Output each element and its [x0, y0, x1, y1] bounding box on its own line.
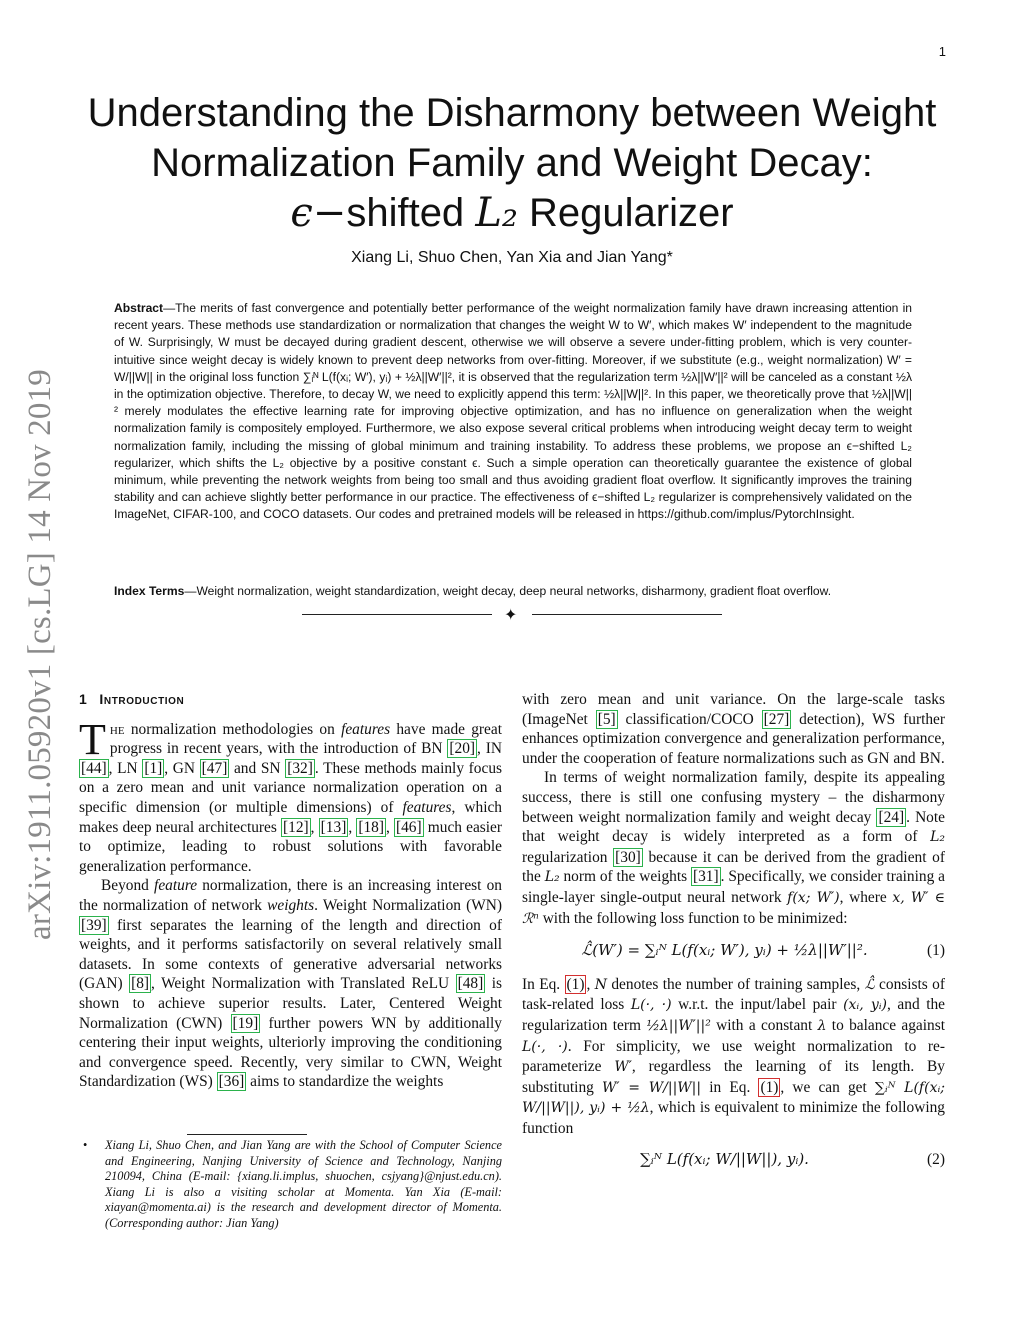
title-line-2: Normalization Family and Weight Decay:	[151, 141, 873, 185]
citation-link[interactable]: [5]	[597, 710, 616, 728]
dropcap: T	[79, 714, 106, 764]
math-domain: x, W′ ∈ ℛⁿ	[522, 889, 945, 927]
footnote-bullet: •	[83, 1138, 88, 1152]
title-epsilon: ϵ−	[290, 190, 347, 236]
left-column	[79, 690, 502, 1092]
equation-2	[522, 1150, 945, 1170]
citation-link[interactable]: [46]	[395, 818, 422, 836]
section-number: 1	[79, 691, 88, 707]
equation-ref-link[interactable]: (1)	[760, 1078, 779, 1096]
equation-1-number: (1)	[927, 942, 945, 960]
title-regularizer: Regularizer	[529, 191, 734, 235]
math-l2: L₂	[930, 829, 945, 846]
separator-rule-left	[302, 614, 492, 615]
math-l2: L₂	[544, 869, 560, 886]
separator-rule-right	[532, 614, 722, 615]
right-paragraph-2: In terms of weight normalization family, despite its appealing success, there is still one confusing mystery – the disharmony between weight normalization family and weight decay [24] . Note that weight decay is widely interpreted as a form of L₂ regularization [30] because it can be derived from the gradient of the L₂ norm of the weights [31] . Specifically, we consider training a single-layer single-output neural network f(x; W′), where x, W′ ∈ ℛⁿ with the following loss function to be minimized:	[522, 769, 945, 927]
author-list: Xiang Li, Shuo Chen, Yan Xia and Jian Yang*	[351, 249, 673, 266]
citation-link[interactable]: [27]	[763, 710, 790, 728]
title-line-3	[60, 188, 964, 238]
citation-link[interactable]: [39]	[81, 916, 107, 934]
equation-1-body: ℒ̂(W′) = ∑ᵢᴺ L(f(xᵢ; W′), yᵢ) + ½λ||W′||².	[581, 941, 868, 960]
intro-paragraph-1: The normalization methodologies on features have made great progress in recent years, with the introduction of BN [20] , IN [44] , LN [1] , GN [47] and SN [32] . These methods mainly focus on a zero mean and unit variance normalization operation on a specific dimension (or multiple dimensions) of features, which makes deep neural architectures [12] , [13] , [18] , [46] much easier to optimize, leading to robust solutions with favorable generalization performance.	[79, 714, 502, 875]
citation-link[interactable]: [13]	[320, 818, 347, 836]
citation-link[interactable]: [47]	[201, 759, 228, 777]
section-heading	[79, 690, 502, 710]
equation-2-body: ∑ᵢᴺ L(f(xᵢ; W/||W||), yᵢ).	[640, 1150, 809, 1169]
abstract	[114, 300, 912, 524]
title-l2: L₂	[475, 190, 518, 236]
citation-link[interactable]: [31]	[692, 868, 719, 886]
equation-2-number: (2)	[927, 1151, 945, 1169]
footnote-rule	[187, 1134, 307, 1135]
citation-link[interactable]: [20]	[449, 740, 476, 758]
citation-link[interactable]: [44]	[81, 759, 107, 777]
citation-link[interactable]: [12]	[283, 818, 309, 836]
math-network: f(x; W′)	[787, 889, 840, 906]
index-terms	[114, 583, 912, 600]
intro-paragraph-2: Beyond feature normalization, there is an increasing interest on the normalization of network weights. Weight Normalization (WN) [39] first separates the learning of the length and direction of weights, and it performs satisfactorily on several relatively small datasets. In some contexts of generative adversarial networks (GAN) [8] , Weight Normalization with Translated ReLU [48] is shown to achieve superior results. Later, Centered Weight Normalization (CWN) [19] further powers WN by additionally centering their input weights, ulteriorly improving the conditioning and convergence speed. Recently, very similar to CWN, Weight Standardization (WS) [36] aims to standardize the weights	[79, 877, 503, 1091]
abstract-label: Abstract	[114, 301, 164, 315]
citation-link[interactable]: [1]	[144, 759, 163, 777]
footnote	[79, 1138, 502, 1232]
citation-link[interactable]: [36]	[218, 1073, 245, 1091]
footnote-text: Xiang Li, Shuo Chen, and Jian Yang are with the School of Computer Science and Engineering, Nanjing University of Science and Technology, Nanjing 210094, China (E-mail: {xiang.li.implus, shuochen, csjyang}@njust.edu.cn). Xiang Li is also a visiting scholar at Momenta. Yan Xia (E-mail: xiayan@momenta.ai) is the research and development director of Momenta. (Corresponding author: Jian Yang)	[105, 1138, 502, 1230]
citation-link[interactable]: [32]	[287, 759, 313, 777]
citation-link[interactable]: [19]	[232, 1014, 259, 1032]
paper-title	[60, 88, 964, 238]
arxiv-watermark: arXiv:1911.05920v1 [cs.LG] 14 Nov 2019	[22, 369, 58, 940]
citation-link[interactable]: [48]	[457, 975, 484, 993]
right-paragraph-3: In Eq. (1) , N denotes the number of training samples, ℒ̂ consists of task-related loss L(·, ·) w.r.t. the input/label pair (xᵢ, yᵢ), and the regularization term ½λ||W′||² with a constant λ to balance against L(·, ·). For simplicity, we use weight normalization to re-parameterize W′, regardless the learning of its length. By substituting W′ = W/||W|| in Eq. (1) , we can get ∑ᵢᴺ L(f(xᵢ; W/||W||), yᵢ) + ½λ, which is equivalent to minimize the following function	[522, 975, 945, 1137]
index-terms-text: —Weight normalization, weight standardization, weight decay, deep neural networks, disharmony, gradient float overflow.	[184, 584, 832, 598]
citation-link[interactable]: [30]	[615, 848, 641, 866]
equation-1	[522, 941, 945, 961]
abstract-text: —The merits of fast convergence and potentially better performance of the weight normalization family have drawn increasing attention in recent years. These methods use standardization or normalization that changes the weight W to W′, which makes W′ independent to the magnitude of W. Surprisingly, W must be decayed during gradient descent, otherwise we will observe a severe under-fitting problem, which is very counter-intuitive since weight decay is widely known to prevent deep networks from over-fitting. Moreover, if we substitute (e.g., weight normalization) W′ = W/||W|| in the original loss function ∑ᵢᴺ L(f(xᵢ; W′), yᵢ) + ½λ||W′||², it is observed that the regularization term ½λ||W′||² will be canceled as a constant ½λ in the optimization objective. Therefore, to decay W, we need to explicitly append this term: ½λ||W||². In this paper, we theoretically prove that ½λ||W||² merely modulates the effective learning rate for improving objective optimization, and has no influence on generalization when the weight normalization family is compositely employed. Furthermore, we also expose several critical problems when introducing weight decay term to weight normalization family, including the missing of global minimum and training instability. To address these problems, we propose an ϵ−shifted L₂ regularizer, which shifts the L₂ objective by a positive constant ϵ. Such a simple operation can theoretically guarantee the existence of global minimum, while preventing the network weights from being too small and thus avoiding gradient float overflow. It significantly improves the training stability and can achieve slightly better performance in our practice. The effectiveness of ϵ−shifted L₂ regularizer is comprehensively validated on the ImageNet, CIFAR-100, and COCO datasets. Our codes and pretrained models will be released in https://github.com/implus/PytorchInsight.	[114, 301, 912, 522]
page-number: 1	[938, 44, 946, 59]
right-paragraph-1: with zero mean and unit variance. On the large-scale tasks (ImageNet [5] classification/COCO [27] detection), WS further enhances optimization convergence and generalization performance, under the cooperation of feature normalizations such as GN and BN.	[522, 691, 945, 767]
title-line-1: Understanding the Disharmony between Weight	[87, 91, 937, 135]
section-title: Introduction	[99, 691, 185, 707]
citation-link[interactable]: [24]	[878, 808, 905, 826]
equation-ref-link[interactable]: (1)	[566, 975, 585, 993]
title-shifted: shifted	[346, 191, 465, 235]
citation-link[interactable]: [18]	[358, 818, 384, 836]
separator-diamond-icon: ✦	[504, 605, 518, 624]
right-column	[522, 690, 945, 1184]
index-terms-label: Index Terms	[114, 584, 185, 598]
citation-link[interactable]: [8]	[131, 975, 150, 993]
